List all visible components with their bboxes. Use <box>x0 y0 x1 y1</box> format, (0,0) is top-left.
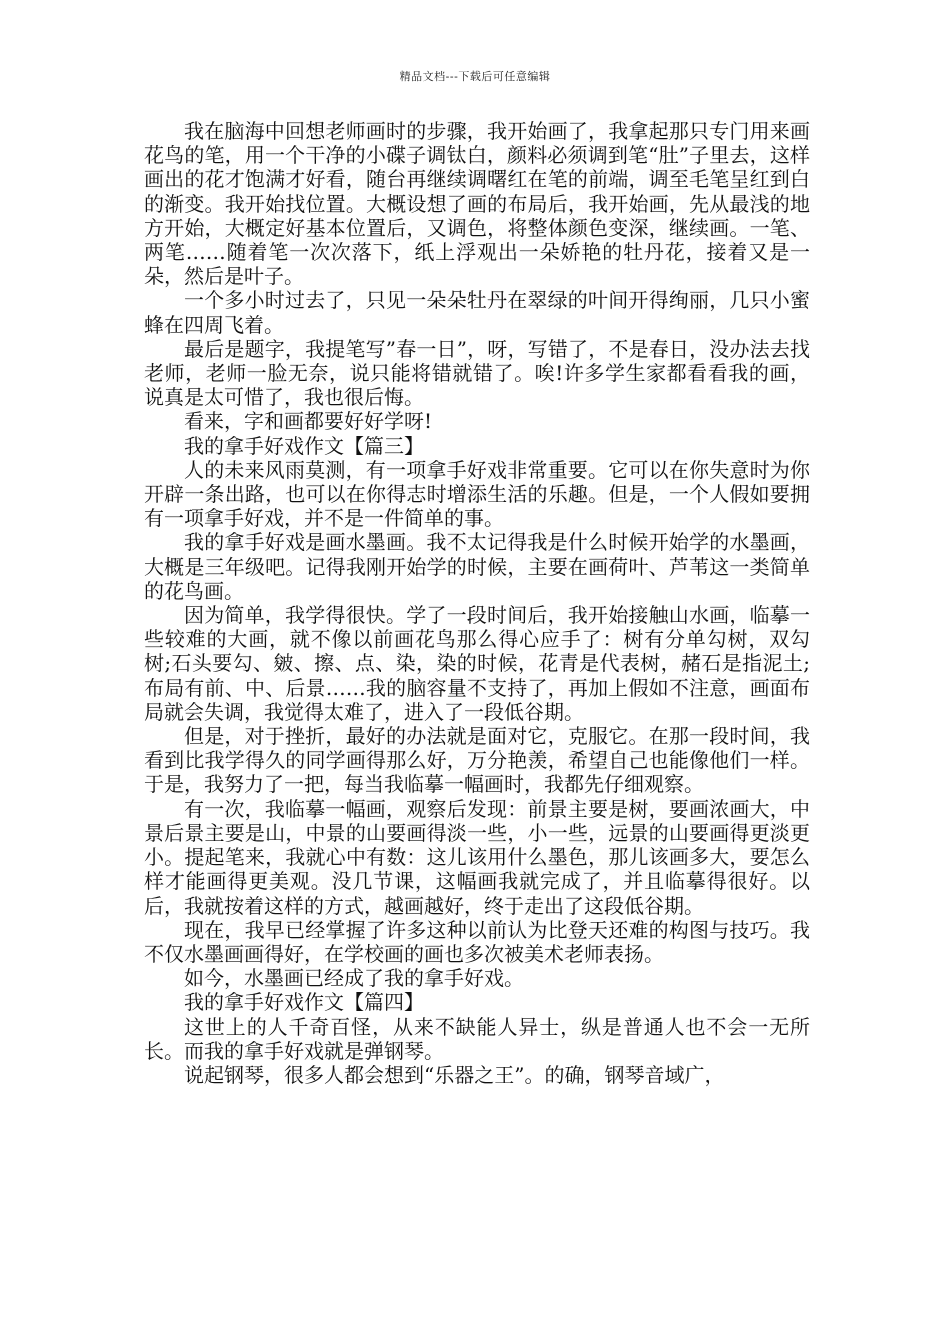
paragraph: 一个多小时过去了，只见一朵朵牡丹在翠绿的叶间开得绚丽，几只小蜜蜂在四周飞着。 <box>144 288 810 337</box>
paragraph: 人的未来风雨莫测，有一项拿手好戏非常重要。它可以在你失意时为你开辟一条出路，也可以在你得志时增添生活的乐趣。但是，一个人假如要拥有一项拿手好戏，并不是一件简单的事。 <box>144 457 810 531</box>
paragraph: 这世上的人千奇百怪，从来不缺能人异士，纵是普通人也不会一无所长。而我的拿手好戏就是弹钢琴。 <box>144 1014 810 1063</box>
section-heading: 我的拿手好戏作文【篇四】 <box>184 990 424 1015</box>
paragraph: 如今，水墨画已经成了我的拿手好戏。 <box>184 966 524 991</box>
paragraph: 我的拿手好戏是画水墨画。我不太记得我是什么时候开始学的水墨画，大概是三年级吧。记得我刚开始学的时候，主要在画荷叶、芦苇这一类简单的花鸟画。 <box>144 530 810 603</box>
page-header: 精品文档---下载后可任意编辑 <box>399 70 551 83</box>
document-body <box>144 119 810 1087</box>
paragraph: 说起钢琴，很多人都会想到“乐器之王”。的确，钢琴音域广， <box>184 1062 725 1087</box>
paragraph: 有一次，我临摹一幅画，观察后发现：前景主要是树，要画浓画大，中景后景主要是山，中景的山要画得淡一些，小一些，远景的山要画得更淡更小。提起笔来，我就心中有数：这儿该用什么墨色，那儿该画多大，要怎么样才能画得更美观。没几节课，这幅画我就完成了，并且临摹得很好。以后，我就按着这样的方式，越画越好，终于走出了这段低谷期。 <box>144 796 810 918</box>
paragraph: 最后是题字，我提笔写”春一日”，呀，写错了，不是春日，没办法去找老师，老师一脸无奈，说只能将错就错了。唉!许多学生家都看看我的画，说真是太可惜了，我也很后悔。 <box>144 336 810 410</box>
paragraph: 现在，我早已经掌握了许多这种以前认为比登天还难的构图与技巧。我不仅水墨画画得好，在学校画的画也多次被美术老师表扬。 <box>144 917 810 966</box>
section-heading: 我的拿手好戏作文【篇三】 <box>184 433 424 458</box>
paragraph: 我在脑海中回想老师画时的步骤，我开始画了，我拿起那只专门用来画花鸟的笔，用一个干净的小碟子调钛白，颜料必须调到笔“肚”子里去，这样画出的花才饱满才好看，随台再继续调曙红在笔的前端，调至毛笔呈红到白的渐变。我开始找位置。大概设想了画的布局后，我开始画，先从最浅的地方开始，大概定好基本位置后，又调色，将整体颜色变深，继续画。一笔、两笔……随着笔一次次落下，纸上浮观出一朵娇艳的牡丹花，接着又是一朵，然后是叶子。 <box>144 119 810 289</box>
paragraph: 看来，字和画都要好好学呀! <box>184 409 433 434</box>
paragraph: 因为简单，我学得很快。学了一段时间后，我开始接触山水画，临摹一些较难的大画，就不像以前画花鸟那么得心应手了：树有分单勾树，双勾树;石头要勾、皴、擦、点、染，染的时候，花青是代表树，赭石是指泥土;布局有前、中、后景……我的脑容量不支持了，再加上假如不注意，画面布局就会失调，我觉得太难了，进入了一段低谷期。 <box>144 603 810 724</box>
paragraph: 但是，对于挫折，最好的办法就是面对它，克服它。在那一段时间，我看到比我学得久的同学画得那么好，万分艳羡，希望自己也能像他们一样。于是，我努力了一把，每当我临摹一幅画时，我都先仔细观察。 <box>144 724 810 797</box>
